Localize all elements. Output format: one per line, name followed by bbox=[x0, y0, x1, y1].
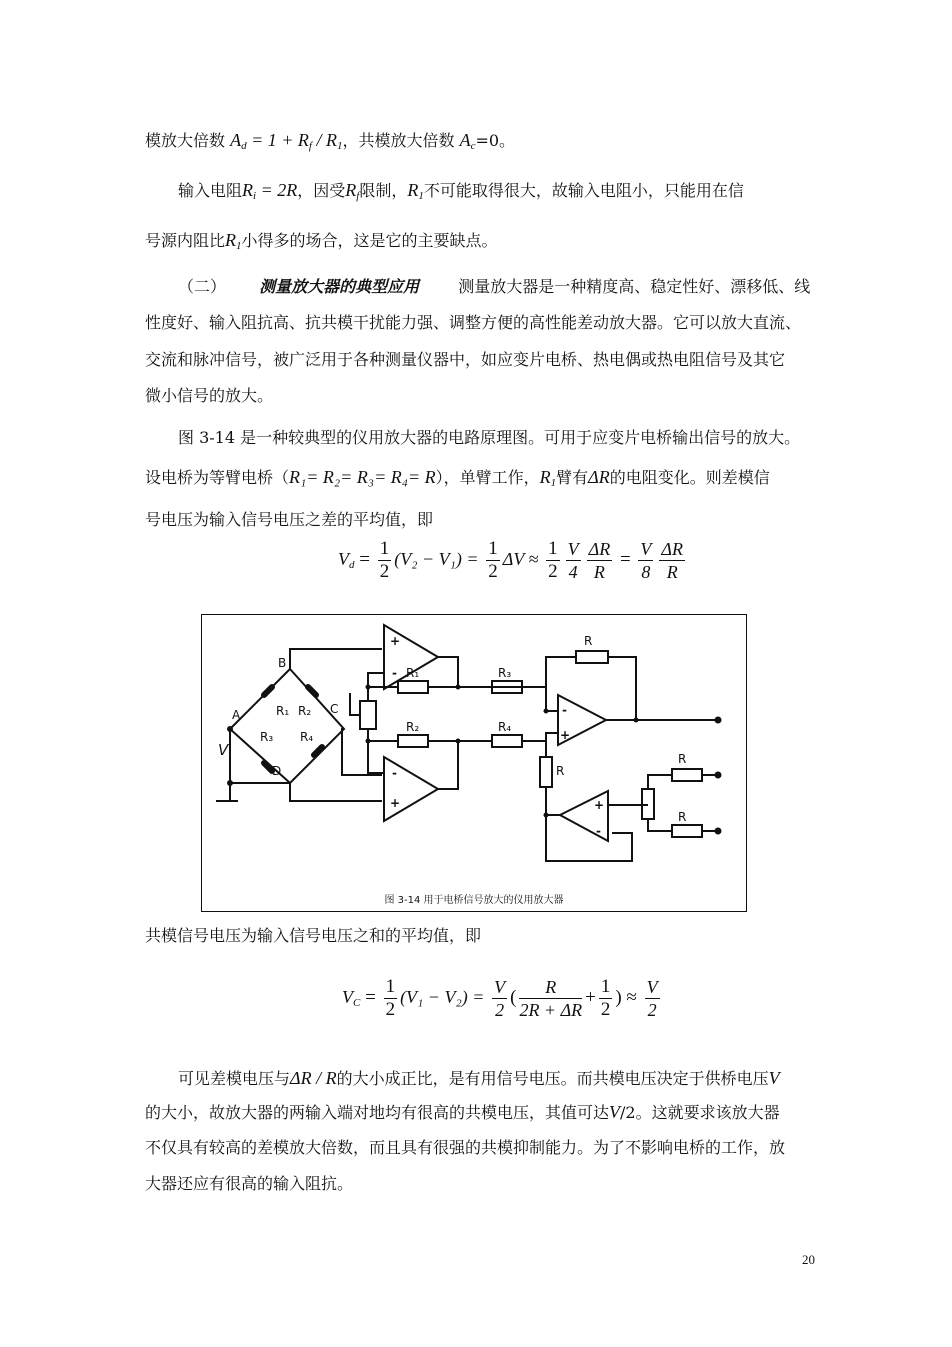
formula-Ad: $A_d = 1 + R_f / R_1$ bbox=[230, 130, 343, 152]
label-R4: R₄ bbox=[498, 720, 512, 734]
text-line: 图 3-14 是一种较典型的仪用放大器的电路原理图。可用于应变片电桥输出信号的放大。 bbox=[178, 428, 801, 447]
text-line bbox=[178, 1068, 858, 1089]
resistor-R1-gain bbox=[398, 681, 428, 693]
node-A-dot bbox=[227, 726, 233, 732]
label-R1-bridge: R₁ bbox=[276, 704, 290, 718]
text-line bbox=[145, 230, 825, 256]
label-R3-bridge: R₃ bbox=[260, 730, 274, 744]
junction-dot bbox=[634, 718, 639, 723]
label-R2-bridge: R₂ bbox=[298, 704, 312, 718]
text: 限制， bbox=[359, 181, 408, 200]
text-line bbox=[145, 467, 825, 493]
label-plus: + bbox=[594, 798, 605, 812]
label-R4-bridge: R₄ bbox=[300, 730, 314, 744]
equation-differential-voltage: $V_d$ = $\frac{1}{2}$ (V₂ − V₁) = $\frac{1}{2}$ ΔV ≈ $\frac{1}{2}$ $\frac{V}{4}$ $\frac{\Delta R}{R}$ = $\frac{V}{8}$ $\frac{\Delta R}{R}$ bbox=[338, 538, 683, 582]
resistor-R2-gain bbox=[398, 735, 428, 747]
text: 的大小成正比，是有用信号电压。而共模电压决定于供桥电压 bbox=[336, 1069, 769, 1088]
formula-V: V bbox=[768, 1068, 780, 1088]
section-heading-line bbox=[178, 277, 858, 297]
junction-dot bbox=[544, 709, 549, 714]
text: 臂有 bbox=[556, 468, 589, 487]
gain-resistor bbox=[360, 701, 376, 729]
bridge-resistor-R2 bbox=[308, 687, 316, 695]
label-V: V bbox=[218, 741, 229, 759]
text-line: 交流和脉冲信号，被广泛用于各种测量仪器中，如应变片电桥、热电偶或热电阻信号及其它 bbox=[145, 350, 786, 369]
text: ），单臂工作， bbox=[435, 468, 540, 487]
section-title: 测量放大器的典型应用 bbox=[259, 277, 420, 296]
resistor-R-vertical bbox=[540, 757, 552, 787]
equation-common-mode-voltage: $V_C$ = $\frac{1}{2}$ (V₁ − V₂) = $\frac{V}{2}$ ( $\frac{R}{2R + \Delta R}$ + $\frac{1}{2}$ ) ≈ $\frac{V}{2}$ bbox=[342, 976, 658, 1020]
label-minus: - bbox=[392, 666, 397, 680]
text: 小得多的场合，这是它的主要缺点。 bbox=[241, 231, 498, 250]
text: 可见差模电压与 bbox=[178, 1069, 291, 1088]
label-R-vertical: R bbox=[556, 764, 565, 778]
resistor-R4 bbox=[492, 735, 522, 747]
formula-Ac: $A_c$ bbox=[459, 130, 476, 152]
text: 号源内阻比 bbox=[145, 231, 226, 250]
label-minus: - bbox=[392, 766, 397, 780]
supply-terminal-bottom bbox=[715, 828, 722, 835]
bridge-resistor-R1 bbox=[264, 687, 272, 695]
text: 设电桥为等臂电桥（ bbox=[145, 468, 290, 487]
text-line bbox=[178, 180, 858, 206]
text-line: 性度好、输入阻抗高、抗共模干扰能力强、调整方便的高性能差动放大器。它可以放大直流、 bbox=[145, 313, 802, 332]
text-line bbox=[145, 130, 825, 156]
instrumentation-amplifier-circuit bbox=[202, 615, 746, 885]
junction-dot bbox=[366, 739, 371, 744]
label-node-D: D bbox=[272, 764, 282, 778]
label-R-bottom: R bbox=[678, 810, 687, 824]
section-number: （二） bbox=[178, 277, 227, 296]
bridge-resistor-R3 bbox=[264, 763, 272, 771]
label-minus: - bbox=[562, 703, 567, 717]
formula-bridge: R₁= R₂= R₃= R₄= R bbox=[289, 467, 436, 487]
circuit-figure bbox=[201, 614, 747, 912]
formula-dR: ΔR bbox=[588, 467, 610, 487]
label-node-A: A bbox=[232, 708, 241, 722]
junction-dot bbox=[544, 813, 549, 818]
bridge-wires bbox=[230, 669, 344, 783]
formula-R1: $R_1$ bbox=[539, 467, 557, 489]
junction-dot bbox=[366, 685, 371, 690]
text-line: 大器还应有很高的输入阻抗。 bbox=[145, 1174, 354, 1193]
resistor-R-top bbox=[672, 769, 702, 781]
formula-R1: $R_1$ bbox=[225, 230, 242, 252]
junction-dot bbox=[456, 739, 461, 744]
formula-dR-over-R: ΔR / R bbox=[290, 1068, 337, 1088]
text: ，共模放大倍数 bbox=[342, 131, 455, 150]
resistor-R-bottom bbox=[672, 825, 702, 837]
text: 测量放大器是一种精度高、稳定性好、漂移低、线 bbox=[458, 277, 811, 296]
label-R-feedback: R bbox=[584, 634, 593, 648]
formula-Ri: $R_i = 2R$ bbox=[242, 180, 298, 202]
formula-R1: $R_1$ bbox=[407, 180, 424, 202]
label-R1-gain: R₁ bbox=[406, 666, 420, 680]
text-line: 不仅具有较高的差模放大倍数，而且具有很强的共模抑制能力。为了不影响电桥的工作，放 bbox=[145, 1138, 786, 1157]
text: 模放大倍数 bbox=[145, 131, 226, 150]
bridge-resistor-R4 bbox=[314, 747, 322, 755]
label-node-B: B bbox=[278, 656, 287, 670]
text: 输入电阻 bbox=[178, 181, 243, 200]
formula-V: V bbox=[609, 1102, 621, 1122]
label-R-top: R bbox=[678, 752, 687, 766]
text: ，因受 bbox=[297, 181, 346, 200]
figure-caption: 图 3-14 用于电桥信号放大的仪用放大器 bbox=[384, 895, 564, 906]
page-number: 20 bbox=[802, 1252, 815, 1267]
text: =0。 bbox=[475, 131, 516, 150]
text: 的大小，故放大器的两输入端对地均有很高的共模电压，其值可达 bbox=[145, 1103, 610, 1122]
formula-Rf: $R_f$ bbox=[345, 180, 360, 202]
junction-dot bbox=[456, 685, 461, 690]
text: /2。这就要求该放大器 bbox=[620, 1103, 780, 1122]
label-plus: + bbox=[560, 728, 571, 742]
label-R2-gain: R₂ bbox=[406, 720, 420, 734]
label-plus: + bbox=[390, 634, 401, 648]
node-dot bbox=[227, 780, 233, 786]
text: 不可能取得很大，故输入电阻小，只能用在信 bbox=[423, 181, 744, 200]
output-terminal bbox=[715, 717, 722, 724]
text-line bbox=[145, 1102, 825, 1123]
label-node-C: C bbox=[330, 702, 339, 716]
text: 的电阻变化。则差模信 bbox=[609, 468, 770, 487]
text-line: 共模信号电压为输入信号电压之和的平均值，即 bbox=[145, 926, 482, 945]
resistor-R-feedback bbox=[576, 651, 608, 663]
supply-terminal-top bbox=[715, 772, 722, 779]
label-R3: R₃ bbox=[498, 666, 512, 680]
text-line: 微小信号的放大。 bbox=[145, 386, 274, 405]
text-line: 号电压为输入信号电压之差的平均值，即 bbox=[145, 510, 434, 529]
label-minus: - bbox=[596, 824, 601, 838]
label-plus: + bbox=[390, 796, 401, 810]
